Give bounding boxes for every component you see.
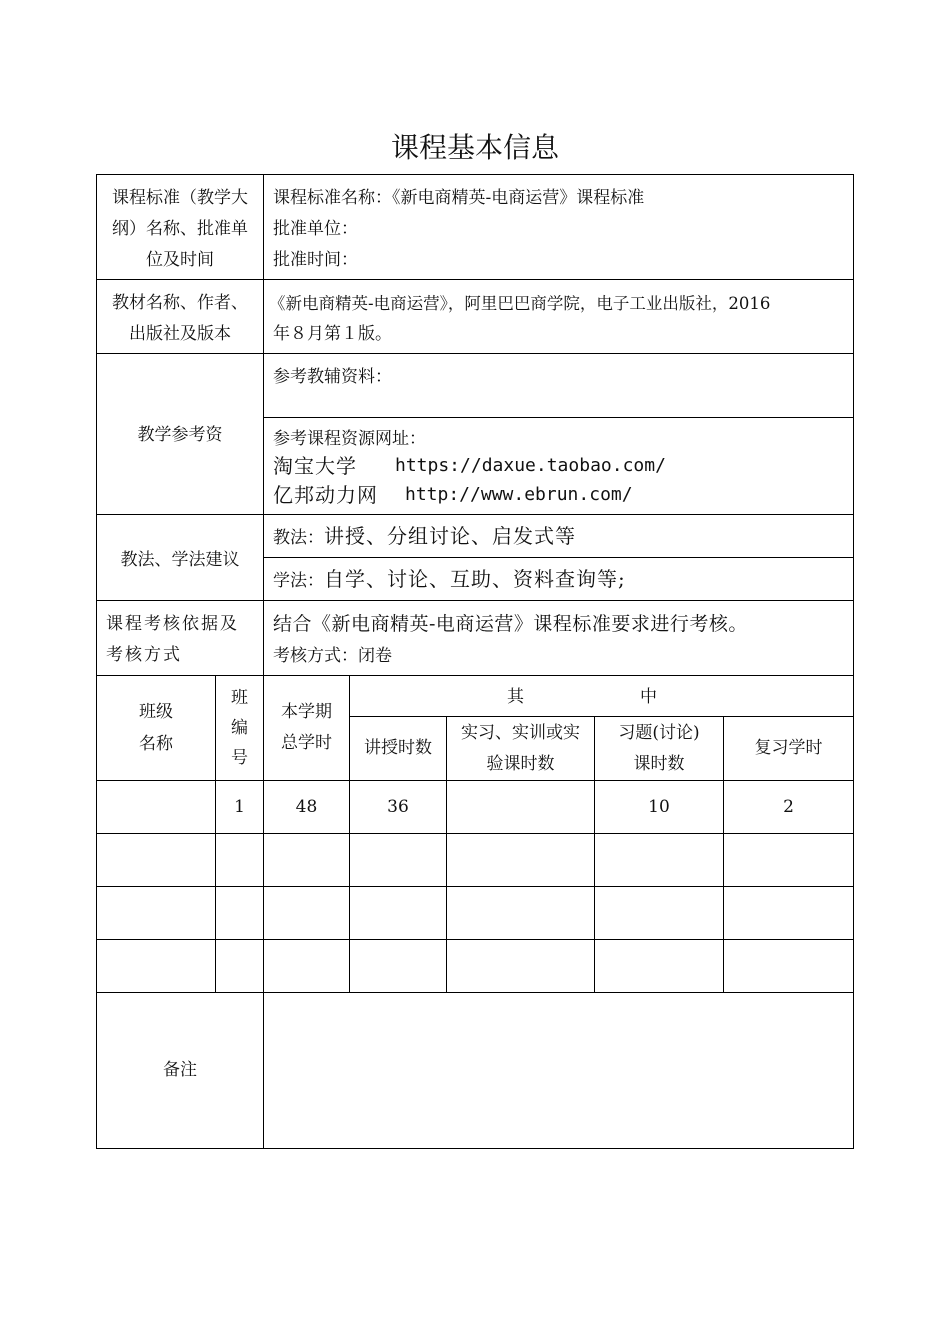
label-line: 课程标准（教学大 bbox=[112, 188, 248, 208]
col-header-total-hours bbox=[264, 676, 349, 780]
table-border-top bbox=[96, 174, 854, 175]
teaching-method bbox=[273, 521, 576, 554]
cell-review bbox=[724, 834, 853, 886]
site-name: 亿邦动力网 bbox=[273, 483, 378, 507]
cell-total-hours: 48 bbox=[295, 796, 318, 817]
cell-practice bbox=[447, 940, 594, 992]
header-line: 习题(讨论) bbox=[618, 722, 700, 743]
teaching-prefix: 教法： bbox=[273, 528, 324, 548]
row-divider bbox=[96, 600, 854, 601]
course-standard-name: 课程标准名称：《新电商精英-电商运营》课程标准 bbox=[273, 188, 645, 208]
course-standard-label bbox=[97, 183, 263, 276]
cell-review bbox=[724, 887, 853, 939]
site-url-link[interactable]: http://www.ebrun.com/ bbox=[405, 484, 633, 505]
approval-time: 批准时间： bbox=[273, 250, 358, 270]
cell-class-no bbox=[216, 834, 263, 886]
cell-class-name bbox=[97, 940, 215, 992]
teaching-value: 讲授、分组讨论、启发式等 bbox=[324, 524, 576, 548]
table-border-right bbox=[853, 174, 854, 1149]
table-border-bottom bbox=[96, 1148, 854, 1149]
learning-method bbox=[273, 564, 626, 597]
textbook-info-line2: 年８月第１版。 bbox=[273, 324, 392, 344]
col-header-review: 复习学时 bbox=[754, 738, 823, 758]
cell-practice bbox=[447, 781, 594, 833]
cell-lecture bbox=[350, 834, 446, 886]
approval-unit: 批准单位： bbox=[273, 219, 358, 239]
learning-prefix: 学法： bbox=[273, 571, 324, 591]
row-divider bbox=[263, 417, 854, 418]
col-header-class-name bbox=[97, 676, 215, 780]
label-line: 课程考核依据及 bbox=[106, 614, 239, 634]
cell-review bbox=[724, 940, 853, 992]
remarks-label: 备注 bbox=[163, 1060, 197, 1080]
cell-exercise bbox=[595, 887, 723, 939]
cell-lecture: 36 bbox=[387, 796, 409, 817]
row-divider bbox=[263, 557, 854, 558]
references-label: 教学参考资 bbox=[137, 425, 223, 445]
cell-practice bbox=[447, 887, 594, 939]
cell-exercise: 10 bbox=[648, 796, 670, 817]
assessment-basis: 结合《新电商精英-电商运营》课程标准要求进行考核。 bbox=[273, 613, 748, 635]
label-line: 出版社及版本 bbox=[129, 324, 231, 344]
group-header-char: 其 bbox=[507, 687, 524, 707]
cell-class-no: 1 bbox=[234, 796, 245, 817]
row-divider bbox=[96, 353, 854, 354]
row-divider bbox=[96, 279, 854, 280]
header-line: 本学期 bbox=[281, 702, 332, 722]
textbook-info-line1: 《新电商精英-电商运营》，阿里巴巴商学院，电子工业出版社，2016 bbox=[269, 294, 771, 313]
learning-value: 自学、讨论、互助、资料查询等; bbox=[324, 567, 626, 591]
label-line: 教材名称、作者、 bbox=[112, 293, 248, 313]
header-line: 班级 bbox=[139, 702, 173, 722]
site-url-link[interactable]: https://daxue.taobao.com/ bbox=[395, 455, 666, 476]
row-divider bbox=[96, 514, 854, 515]
methods-label: 教法、学法建议 bbox=[120, 550, 240, 570]
header-line: 课时数 bbox=[633, 753, 685, 774]
cell-review: 2 bbox=[783, 796, 794, 817]
label-line: 纲）名称、批准单 bbox=[112, 219, 248, 239]
header-line: 验课时数 bbox=[486, 753, 555, 774]
cell-total-hours bbox=[264, 834, 349, 886]
cell-class-name bbox=[97, 834, 215, 886]
col-header-lecture: 讲授时数 bbox=[364, 738, 432, 758]
header-line: 实习、实训或实 bbox=[461, 722, 580, 743]
label-line: 考核方式 bbox=[106, 645, 182, 665]
site-name: 淘宝大学 bbox=[273, 454, 357, 478]
cell-total-hours bbox=[264, 940, 349, 992]
col-header-class-no bbox=[216, 676, 263, 780]
cell-lecture bbox=[350, 940, 446, 992]
cell-class-name bbox=[97, 781, 215, 833]
group-header-char: 中 bbox=[640, 687, 657, 707]
reference-materials-label: 参考教辅资料： bbox=[273, 367, 392, 387]
reference-resources-label: 参考课程资源网址： bbox=[273, 429, 426, 449]
header-line: 号 bbox=[231, 748, 248, 768]
cell-exercise bbox=[595, 940, 723, 992]
cell-practice bbox=[447, 834, 594, 886]
cell-class-no bbox=[216, 887, 263, 939]
cell-exercise bbox=[595, 834, 723, 886]
cell-total-hours bbox=[264, 887, 349, 939]
page-title: 课程基本信息 bbox=[390, 131, 559, 164]
col-header-practice bbox=[447, 717, 594, 780]
label-line: 位及时间 bbox=[146, 250, 214, 270]
textbook-label bbox=[97, 288, 263, 350]
assessment-label bbox=[106, 609, 258, 671]
assessment-method: 考核方式：闭卷 bbox=[273, 646, 392, 666]
header-line: 班 bbox=[231, 688, 248, 708]
cell-class-no bbox=[216, 940, 263, 992]
header-line: 编 bbox=[231, 718, 248, 738]
cell-lecture bbox=[350, 887, 446, 939]
header-line: 总学时 bbox=[281, 733, 332, 753]
cell-class-name bbox=[97, 887, 215, 939]
col-header-exercise bbox=[595, 717, 723, 780]
header-line: 名称 bbox=[139, 734, 173, 754]
